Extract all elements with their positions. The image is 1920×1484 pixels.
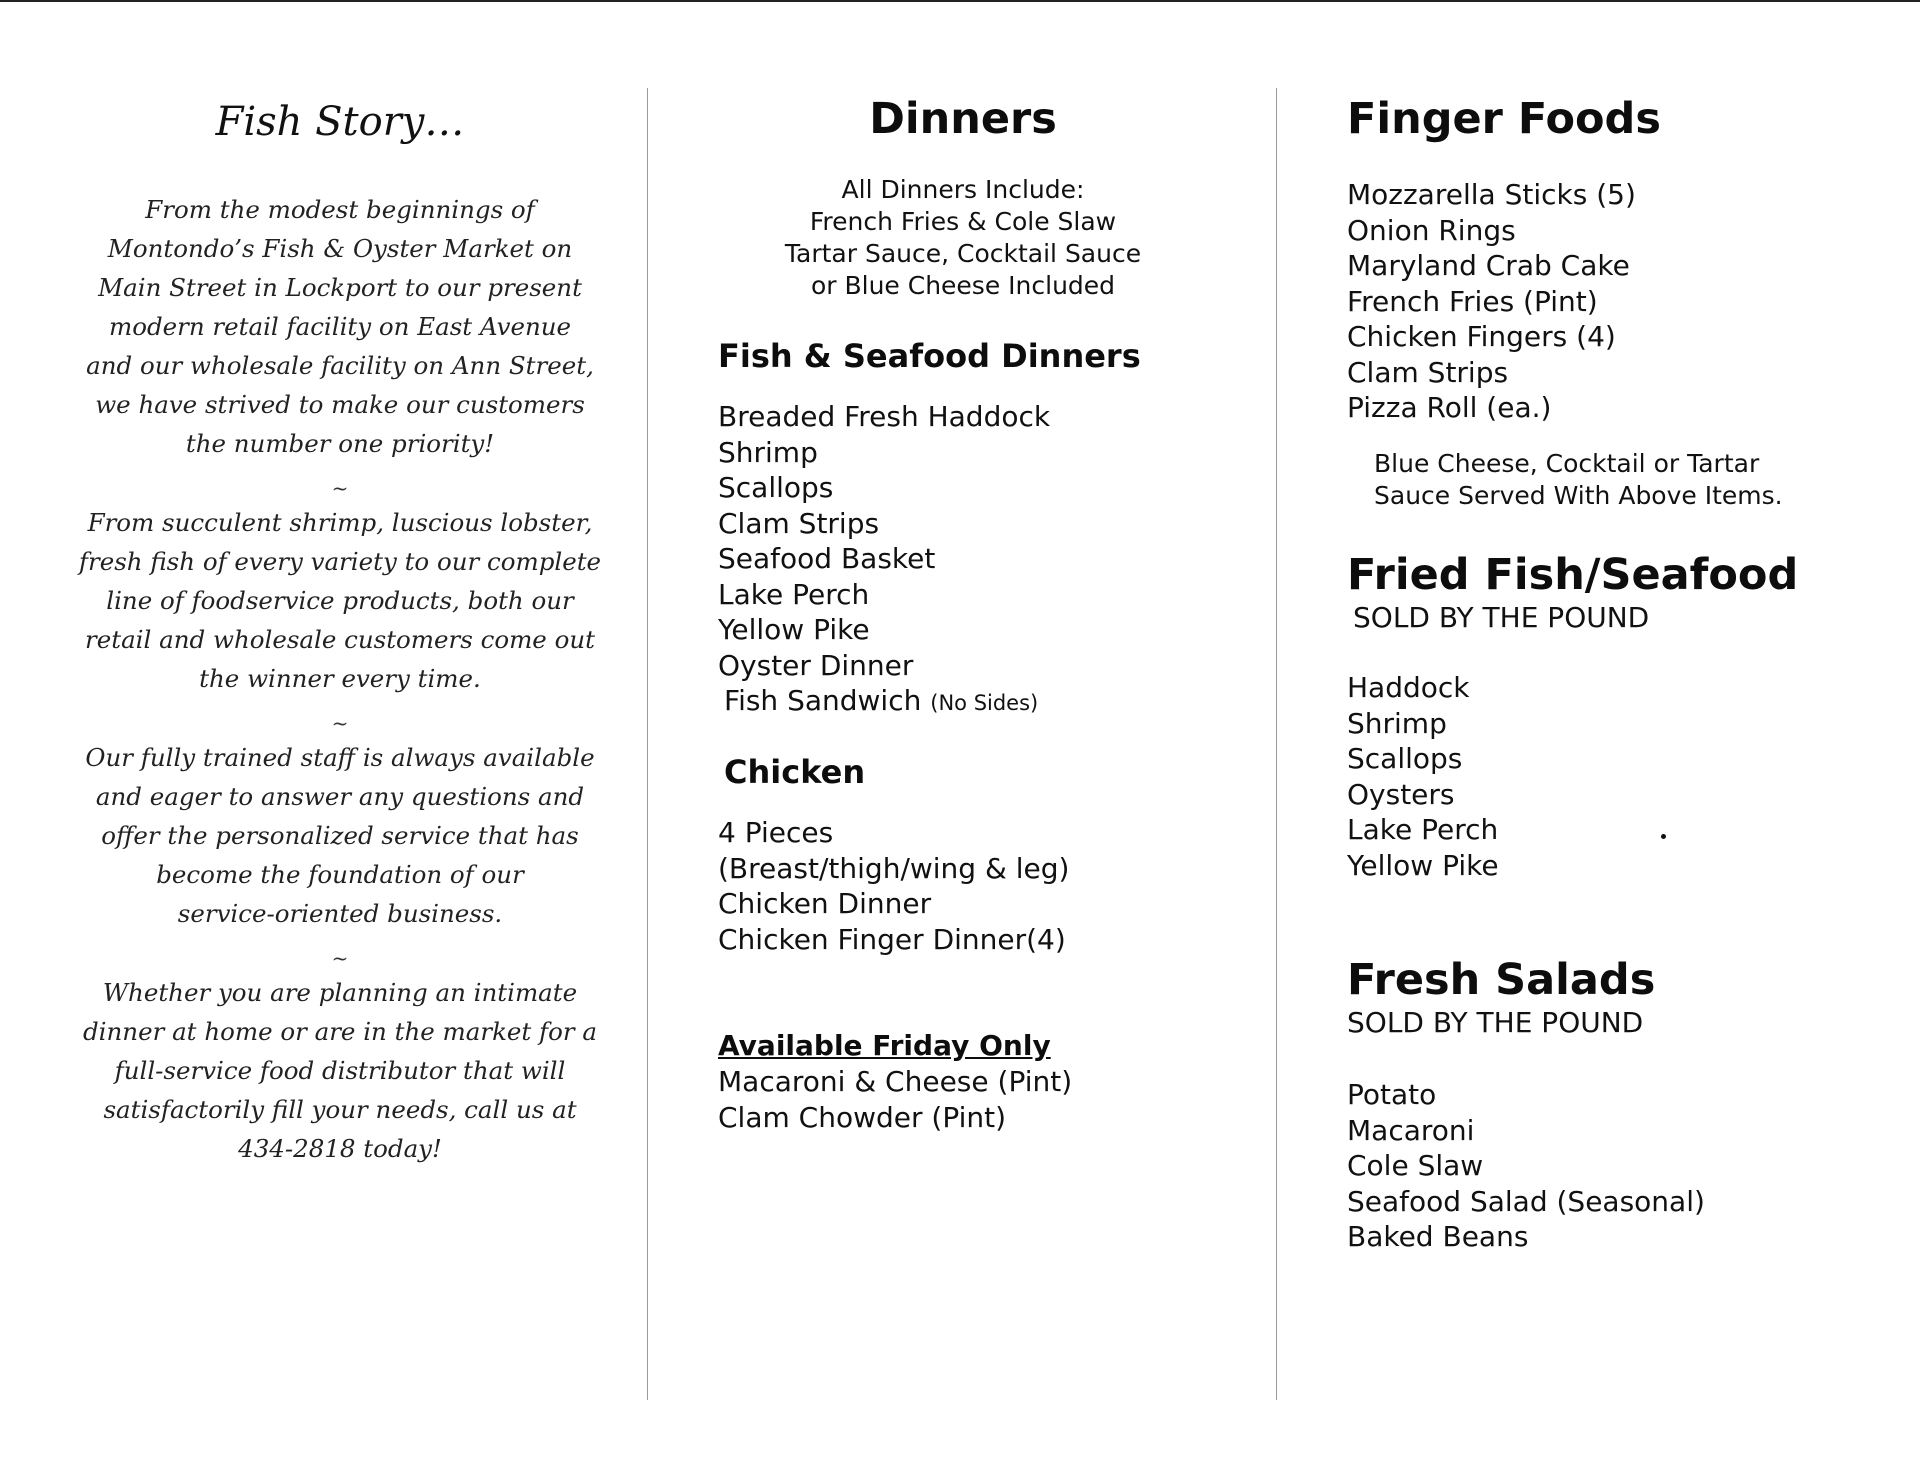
- list-item: Shrimp: [1347, 706, 1447, 740]
- dinners-title: Dinners: [869, 94, 1057, 144]
- stray-dot-mark: [1661, 834, 1666, 839]
- friday-list: [718, 1064, 1072, 1135]
- top-edge-rule: [0, 0, 1920, 2]
- list-item: Onion Rings: [1347, 213, 1516, 247]
- finger-foods-title: Finger Foods: [1347, 94, 1661, 144]
- note-line: Blue Cheese, Cocktail or Tartar: [1374, 449, 1760, 478]
- list-item: Oyster Dinner: [718, 648, 914, 682]
- story-paragraph-4: [60, 973, 620, 1168]
- fish-story-title: Fish Story…: [215, 99, 465, 145]
- story-line: and our wholesale facility on Ann Street,: [86, 351, 594, 380]
- fresh-salads-subtitle: SOLD BY THE POUND: [1347, 1006, 1644, 1039]
- story-line: line of foodservice products, both our: [106, 586, 574, 615]
- story-line: fresh fish of every variety to our complete: [78, 547, 602, 576]
- chicken-heading: Chicken: [724, 753, 866, 791]
- fried-fish-title: Fried Fish/Seafood: [1347, 550, 1799, 600]
- story-line: From the modest beginnings of: [145, 195, 535, 224]
- story-line: retail and wholesale customers come out: [85, 625, 595, 654]
- list-item: Clam Strips: [1347, 355, 1509, 389]
- list-item: Chicken Fingers (4): [1347, 320, 1616, 353]
- story-separator: ~: [331, 711, 349, 735]
- list-item: Lake Perch: [718, 577, 870, 611]
- fried-fish-list: [1347, 670, 1499, 883]
- story-line: service-oriented business.: [177, 899, 503, 928]
- story-line: satisfactorily fill your needs, call us at: [103, 1095, 577, 1124]
- includes-line: Tartar Sauce, Cocktail Sauce: [784, 239, 1142, 268]
- list-item: Yellow Pike: [718, 613, 870, 646]
- fresh-salads-list: [1347, 1077, 1705, 1255]
- includes-line: All Dinners Include:: [841, 175, 1085, 204]
- list-item: Pizza Roll (ea.): [1347, 391, 1552, 424]
- story-line: full-service food distributor that will: [114, 1056, 566, 1085]
- fish-sandwich-note: (No Sides): [930, 691, 1039, 715]
- list-item: Cole Slaw: [1347, 1149, 1484, 1182]
- list-item: Clam Chowder (Pint): [718, 1100, 1007, 1134]
- list-item: French Fries (Pint): [1347, 284, 1598, 318]
- story-line: the number one priority!: [185, 429, 495, 458]
- list-item: Shrimp: [718, 435, 818, 469]
- column-divider: [1276, 88, 1277, 1400]
- includes-line: or Blue Cheese Included: [810, 271, 1116, 300]
- list-item: Clam Strips: [718, 506, 880, 540]
- includes-line: French Fries & Cole Slaw: [809, 207, 1117, 236]
- story-line: Our fully trained staff is always available: [85, 743, 595, 772]
- list-item: Mozzarella Sticks (5): [1347, 178, 1636, 211]
- story-line: Montondo’s Fish & Oyster Market on: [107, 234, 573, 263]
- list-item: Lake Perch: [1347, 813, 1499, 846]
- list-item: Yellow Pike: [1347, 848, 1499, 882]
- story-separator: ~: [331, 476, 349, 500]
- list-item: Breaded Fresh Haddock: [718, 400, 1051, 433]
- note-line: Sauce Served With Above Items.: [1374, 481, 1783, 510]
- story-line: become the foundation of our: [156, 860, 524, 889]
- story-line: Main Street in Lockport to our present: [98, 273, 582, 302]
- story-line: we have strived to make our customers: [95, 390, 585, 419]
- story-line: offer the personalized service that has: [101, 821, 579, 850]
- story-paragraph-3: [60, 738, 620, 933]
- story-line: 434-2818 today!: [238, 1134, 442, 1163]
- story-paragraph-2: [60, 503, 620, 698]
- list-item: Haddock: [1347, 671, 1470, 704]
- story-paragraph-1: [60, 190, 620, 463]
- list-item: Potato: [1347, 1078, 1437, 1111]
- list-item: Macaroni & Cheese (Pint): [718, 1065, 1073, 1098]
- fish-sandwich-item: [718, 683, 1050, 722]
- finger-foods-note: [1374, 448, 1783, 512]
- story-line: From succulent shrimp, luscious lobster,: [87, 508, 593, 537]
- finger-foods-list: [1347, 177, 1636, 426]
- story-separator: ~: [331, 946, 349, 970]
- list-item: Scallops: [718, 471, 834, 504]
- list-item: Seafood Basket: [718, 542, 936, 575]
- list-item: Macaroni: [1347, 1113, 1475, 1147]
- list-item: Chicken Finger Dinner(4): [718, 922, 1066, 956]
- fish-sandwich-label: Fish Sandwich: [724, 684, 922, 717]
- list-item: Chicken Dinner: [718, 887, 932, 920]
- list-item: Scallops: [1347, 742, 1463, 775]
- story-line: and eager to answer any questions and: [95, 782, 585, 811]
- dinners-includes: [718, 174, 1208, 302]
- column-divider: [647, 88, 648, 1400]
- list-item: Baked Beans: [1347, 1220, 1529, 1253]
- list-item: 4 Pieces: [718, 816, 834, 849]
- fresh-salads-title: Fresh Salads: [1347, 955, 1656, 1005]
- fish-seafood-list: [718, 399, 1050, 722]
- list-item: Oysters: [1347, 777, 1455, 811]
- story-line: dinner at home or are in the market for a: [83, 1017, 597, 1046]
- chicken-list: [718, 815, 1069, 957]
- fried-fish-subtitle: SOLD BY THE POUND: [1353, 601, 1650, 634]
- list-item: (Breast/thigh/wing & leg): [718, 851, 1070, 885]
- friday-only-heading: Available Friday Only: [718, 1029, 1051, 1062]
- story-line: the winner every time.: [199, 664, 481, 693]
- fish-seafood-heading: Fish & Seafood Dinners: [718, 337, 1141, 375]
- story-line: modern retail facility on East Avenue: [108, 312, 572, 341]
- story-line: Whether you are planning an intimate: [102, 978, 578, 1007]
- list-item: Seafood Salad (Seasonal): [1347, 1184, 1705, 1218]
- list-item: Maryland Crab Cake: [1347, 249, 1630, 282]
